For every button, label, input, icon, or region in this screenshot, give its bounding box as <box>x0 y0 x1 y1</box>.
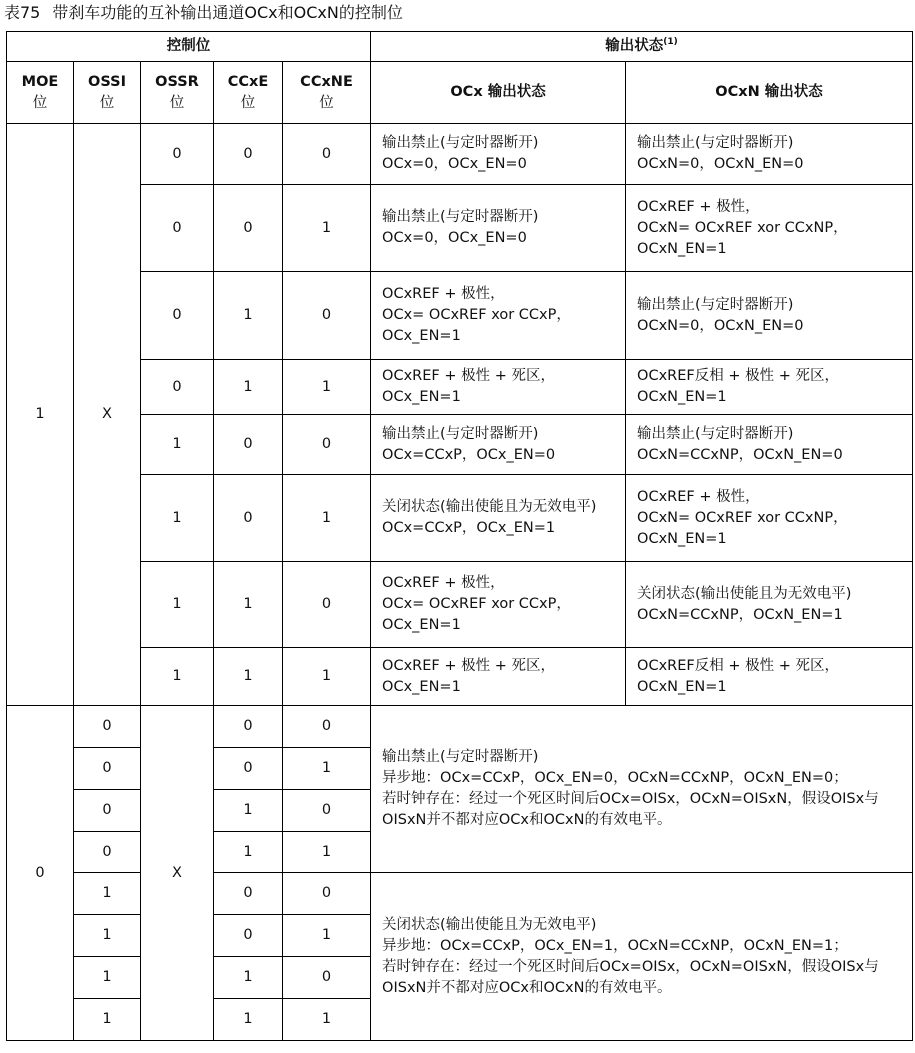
cell-text-line: OCxN=CCxNP，OCxN_EN=1 <box>637 606 843 623</box>
table-cell: 1 <box>141 562 214 648</box>
output-state-label: 输出状态 <box>605 38 664 54</box>
cell-text-line: 若时钟存在：经过一个死区时间后OCx=OISx，OCxN=OISxN，假设OISx与OISxN并不都对应OCx和OCxN的有效电平。 <box>382 791 879 828</box>
cell-text-line: OCx=CCxP，OCx_EN=0 <box>382 446 556 463</box>
table-cell: 0 <box>214 873 283 915</box>
table-cell: 1 <box>74 957 141 999</box>
cell-text-line: 位 <box>99 94 115 111</box>
ocxn-state-cell <box>626 562 913 648</box>
table-cell: 0 <box>141 272 214 360</box>
col-moe <box>7 62 74 124</box>
cell-text-line: 输出禁止(与定时器断开) <box>637 296 794 313</box>
cell-text-line: OSSI <box>88 73 126 90</box>
ocx-state-cell <box>371 648 626 706</box>
table-caption <box>4 2 403 24</box>
cell-text-line: OCxREF + 极性， <box>382 575 505 591</box>
ocx-state-cell <box>371 185 626 272</box>
cell-text-line: OCx_EN=1 <box>382 389 461 405</box>
table-cell: 1 <box>283 832 371 873</box>
cell-text-line: 位 <box>240 94 256 111</box>
cell-text-line: 输出禁止(与定时器断开) <box>382 425 539 442</box>
combined-state-cell <box>371 706 913 873</box>
ocxn-state-cell <box>626 272 913 360</box>
cell-text-line: 关闭状态(输出使能且为无效电平) <box>637 585 852 602</box>
cell-text-line: 位 <box>169 94 185 111</box>
table-cell: 1 <box>214 832 283 873</box>
table-cell: 0 <box>283 415 371 475</box>
col-ocx-state: OCx 输出状态 <box>371 62 626 124</box>
cell-text-line: OCxREF + 极性， <box>637 488 760 505</box>
cell-text-line: OCxREF反相 + 极性 + 死区， <box>637 657 839 674</box>
table-cell: 0 <box>283 957 371 999</box>
cell-text-line: 输出禁止(与定时器断开) <box>382 749 539 765</box>
cell-text-line: OCx=0，OCx_EN=0 <box>382 156 527 172</box>
ocx-state-cell <box>371 360 626 415</box>
table-cell: 0 <box>214 415 283 475</box>
combined-state-cell <box>371 873 913 1041</box>
cell-text-line: OCxREF + 极性， <box>637 198 760 215</box>
table-cell: 0 <box>283 562 371 648</box>
cell-text-line: OCxREF + 极性 + 死区， <box>382 657 555 674</box>
cell-text-line: 输出禁止(与定时器断开) <box>637 425 794 442</box>
table-cell: 1 <box>283 748 371 790</box>
ocxn-state-cell <box>626 475 913 562</box>
cell-text-line: OCxN_EN=1 <box>637 240 727 257</box>
cell-text-line: OCxN=0，OCxN_EN=0 <box>637 156 804 172</box>
table-row <box>7 124 913 185</box>
cell-text-line: 位 <box>319 94 334 111</box>
table-cell: 0 <box>214 475 283 562</box>
table-cell: 0 <box>74 706 141 748</box>
cell-text-line: 若时钟存在：经过一个死区时间后OCx=OISx，OCxN=OISxN，假设OISx与OISxN并不都对应OCx和OCxN的有效电平。 <box>382 958 879 996</box>
table-row <box>7 272 913 360</box>
cell-text-line: OCxN_EN=1 <box>637 530 727 547</box>
table-cell: 0 <box>283 124 371 185</box>
cell-text-line: MOE <box>21 73 59 90</box>
cell-text-line: OCx=0，OCx_EN=0 <box>382 230 527 246</box>
cell-text-line: OCxN_EN=1 <box>637 678 727 695</box>
table-cell: 1 <box>283 999 371 1041</box>
cell-text-line: OCxN=CCxNP，OCxN_EN=0 <box>637 446 843 463</box>
table-cell: 1 <box>74 999 141 1041</box>
cell-text-line: OCxN=0，OCxN_EN=0 <box>637 317 804 334</box>
table-cell: 1 <box>214 999 283 1041</box>
ocxn-state-cell <box>626 360 913 415</box>
table-cell: 1 <box>283 360 371 415</box>
table-cell: 1 <box>214 272 283 360</box>
col-ocxn-state: OCxN 输出状态 <box>626 62 913 124</box>
col-ccxne <box>283 62 371 124</box>
ocx-state-cell <box>371 562 626 648</box>
cell-text-line: OSSR <box>155 73 199 90</box>
ocx-state-cell <box>371 475 626 562</box>
table-cell: 1 <box>214 957 283 999</box>
table-row <box>7 648 913 706</box>
ossr-value: X <box>141 706 214 1041</box>
table-cell: 1 <box>141 648 214 706</box>
table-number: 表75 <box>4 3 41 22</box>
table-cell: 0 <box>283 873 371 915</box>
ocx-state-cell <box>371 272 626 360</box>
cell-text-line: 关闭状态(输出使能且为无效电平) <box>382 499 597 515</box>
cell-text-line: 关闭状态(输出使能且为无效电平) <box>382 916 597 933</box>
ocxn-state-cell <box>626 415 913 475</box>
table-cell: 0 <box>74 748 141 790</box>
cell-text-line: OCxN_EN=1 <box>637 389 727 405</box>
table-cell: 0 <box>214 915 283 957</box>
table-row <box>7 475 913 562</box>
table-cell: 0 <box>283 272 371 360</box>
table-cell: 1 <box>214 648 283 706</box>
cell-text-line: 输出禁止(与定时器断开) <box>382 209 539 225</box>
table-cell: 1 <box>283 915 371 957</box>
ocxn-state-cell <box>626 648 913 706</box>
cell-text-line: OCxREF + 极性 + 死区， <box>382 368 555 384</box>
table-cell: 0 <box>214 706 283 748</box>
table-cell: 0 <box>141 124 214 185</box>
table-cell: 1 <box>283 185 371 272</box>
col-ossi <box>74 62 141 124</box>
cell-text-line: OCx_EN=1 <box>382 678 461 695</box>
cell-text-line: 异步地：OCx=CCxP，OCx_EN=1，OCxN=CCxNP，OCxN_EN=1； <box>382 937 848 954</box>
col-ccxe <box>214 62 283 124</box>
table-row <box>7 185 913 272</box>
col-ossr <box>141 62 214 124</box>
cell-text-line: 输出禁止(与定时器断开) <box>382 135 539 151</box>
control-bits-header: 控制位 <box>7 32 371 62</box>
cell-text-line: CCxNE <box>300 73 353 90</box>
cell-text-line: OCx=CCxP，OCx_EN=1 <box>382 520 556 536</box>
table-row <box>7 360 913 415</box>
cell-text-line: CCxE <box>227 73 269 90</box>
table-cell: 0 <box>283 790 371 832</box>
control-bits-table <box>6 31 913 1041</box>
cell-text-line: OCxN= OCxREF xor CCxNP， <box>637 509 848 526</box>
table-title: 带刹车功能的互补输出通道OCx和OCxN的控制位 <box>52 3 403 22</box>
table-cell: 0 <box>74 790 141 832</box>
cell-text-line: 异步地：OCx=CCxP，OCx_EN=0，OCxN=CCxNP，OCxN_EN=0； <box>382 770 848 786</box>
table-row <box>7 706 913 748</box>
ocxn-state-cell <box>626 185 913 272</box>
cell-text-line: OCx= OCxREF xor CCxP， <box>382 596 571 612</box>
ocxn-state-cell <box>626 124 913 185</box>
cell-text-line: OCx_EN=1 <box>382 617 461 633</box>
ossi-value: X <box>74 124 141 706</box>
output-state-header <box>371 32 913 62</box>
table-cell: 0 <box>214 185 283 272</box>
table-cell: 0 <box>214 124 283 185</box>
table-cell: 1 <box>214 360 283 415</box>
table-row <box>7 562 913 648</box>
table-cell: 1 <box>74 873 141 915</box>
ocx-state-cell <box>371 415 626 475</box>
table-row <box>7 415 913 475</box>
table-cell: 1 <box>141 415 214 475</box>
table-cell: 1 <box>141 475 214 562</box>
cell-text-line: OCx= OCxREF xor CCxP， <box>382 307 571 323</box>
table-cell: 0 <box>214 748 283 790</box>
table-cell: 1 <box>214 562 283 648</box>
table-cell: 1 <box>283 648 371 706</box>
ocx-state-cell <box>371 124 626 185</box>
cell-text-line: 输出禁止(与定时器断开) <box>637 135 794 151</box>
cell-text-line: OCx_EN=1 <box>382 328 461 344</box>
table-cell: 0 <box>74 832 141 873</box>
table-cell: 1 <box>74 915 141 957</box>
cell-text-line: 位 <box>32 94 48 111</box>
table-cell: 0 <box>141 185 214 272</box>
moe-value: 1 <box>7 124 74 706</box>
cell-text-line: OCxREF反相 + 极性 + 死区， <box>637 368 839 384</box>
table-cell: 0 <box>283 706 371 748</box>
table-cell: 1 <box>214 790 283 832</box>
cell-text-line: OCxREF + 极性， <box>382 286 505 302</box>
footnote-marker: (1) <box>663 37 678 48</box>
table-cell: 1 <box>283 475 371 562</box>
table-cell: 0 <box>141 360 214 415</box>
moe-value: 0 <box>7 706 74 1041</box>
cell-text-line: OCxN= OCxREF xor CCxNP， <box>637 219 848 236</box>
